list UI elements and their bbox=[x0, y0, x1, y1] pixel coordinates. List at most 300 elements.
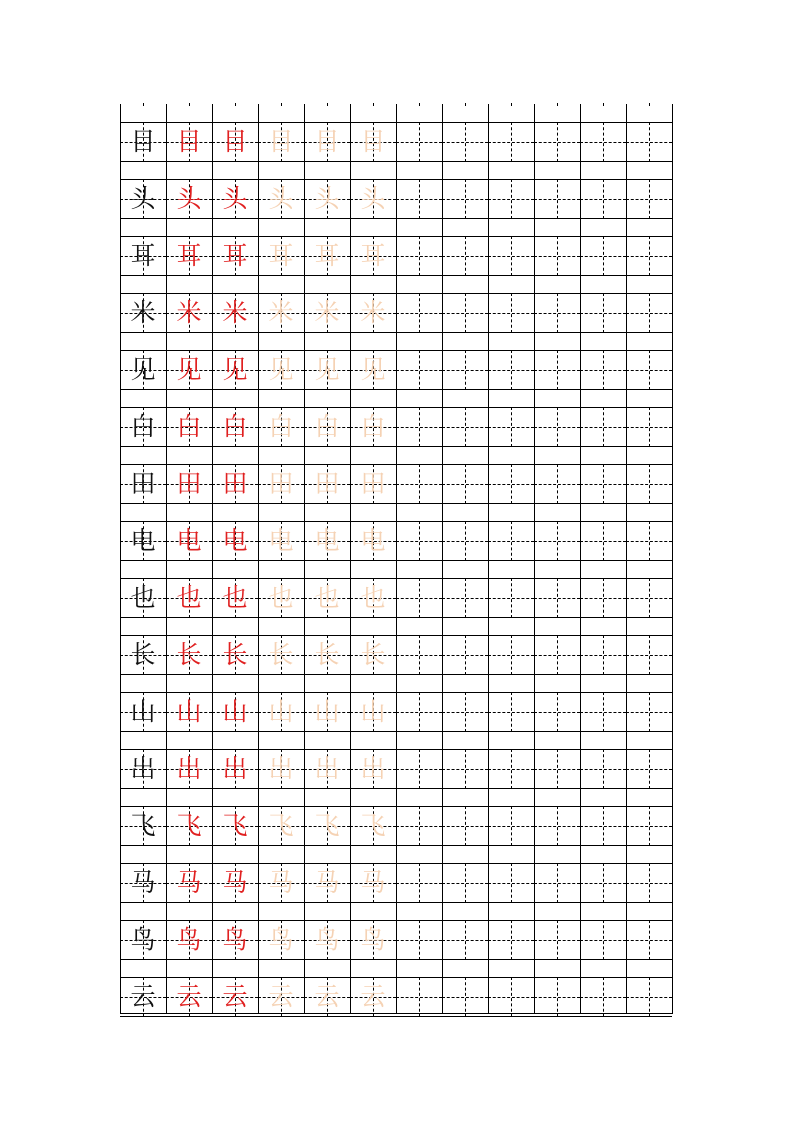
vertical-guide bbox=[649, 806, 650, 846]
model-cell bbox=[120, 635, 166, 675]
writing-cell[interactable] bbox=[396, 863, 442, 903]
trace-dark-cell bbox=[166, 236, 212, 276]
writing-cell[interactable] bbox=[396, 920, 442, 960]
trace-light-cell bbox=[258, 692, 304, 732]
light-trace-character: 鸟 bbox=[360, 925, 386, 954]
writing-cell[interactable] bbox=[442, 179, 488, 219]
writing-cell[interactable] bbox=[488, 464, 534, 504]
writing-cell[interactable] bbox=[396, 407, 442, 447]
vertical-guide bbox=[557, 863, 558, 903]
writing-cell[interactable] bbox=[488, 977, 534, 1017]
writing-cell[interactable] bbox=[626, 749, 672, 789]
vertical-guide bbox=[511, 464, 512, 504]
trace-light-cell bbox=[350, 635, 396, 675]
writing-cell[interactable] bbox=[626, 863, 672, 903]
trace-dark-cell bbox=[212, 635, 258, 675]
writing-cell[interactable] bbox=[442, 236, 488, 276]
vertical-guide bbox=[511, 692, 512, 732]
writing-cell[interactable] bbox=[580, 122, 626, 162]
trace-light-cell bbox=[304, 635, 350, 675]
light-trace-character: 头 bbox=[360, 184, 386, 213]
writing-cell[interactable] bbox=[580, 350, 626, 390]
light-trace-character: 飞 bbox=[314, 811, 340, 840]
vertical-guide bbox=[649, 521, 650, 561]
writing-cell[interactable] bbox=[396, 122, 442, 162]
light-trace-character: 长 bbox=[268, 640, 294, 669]
trace-dark-cell bbox=[166, 692, 212, 732]
writing-cell[interactable] bbox=[626, 407, 672, 447]
writing-cell[interactable] bbox=[580, 692, 626, 732]
model-cell bbox=[120, 350, 166, 390]
writing-cell[interactable] bbox=[534, 122, 580, 162]
vertical-guide bbox=[557, 692, 558, 732]
trace-dark-cell bbox=[212, 350, 258, 390]
trace-light-cell bbox=[258, 977, 304, 1017]
light-trace-character: 白 bbox=[314, 412, 340, 441]
writing-cell[interactable] bbox=[442, 464, 488, 504]
light-trace-character: 云 bbox=[314, 982, 340, 1011]
light-trace-character: 马 bbox=[360, 868, 386, 897]
trace-light-cell bbox=[258, 863, 304, 903]
vertical-guide bbox=[557, 236, 558, 276]
trace-dark-cell bbox=[212, 464, 258, 504]
light-trace-character: 白 bbox=[360, 412, 386, 441]
model-character: 米 bbox=[130, 298, 156, 327]
column-line bbox=[166, 104, 167, 1014]
writing-cell[interactable] bbox=[534, 521, 580, 561]
light-trace-character: 山 bbox=[360, 697, 386, 726]
writing-cell[interactable] bbox=[534, 350, 580, 390]
writing-cell[interactable] bbox=[580, 293, 626, 333]
light-trace-character: 米 bbox=[360, 298, 386, 327]
vertical-guide bbox=[603, 122, 604, 162]
light-trace-character: 耳 bbox=[360, 241, 386, 270]
guide-tick bbox=[281, 103, 282, 106]
vertical-guide bbox=[419, 407, 420, 447]
trace-dark-cell bbox=[212, 749, 258, 789]
writing-cell[interactable] bbox=[626, 464, 672, 504]
red-trace-character: 耳 bbox=[176, 241, 202, 270]
vertical-guide bbox=[603, 749, 604, 789]
red-trace-character: 飞 bbox=[176, 811, 202, 840]
light-trace-character: 米 bbox=[268, 298, 294, 327]
writing-cell[interactable] bbox=[396, 350, 442, 390]
trace-dark-cell bbox=[212, 806, 258, 846]
vertical-guide bbox=[603, 236, 604, 276]
vertical-guide bbox=[511, 179, 512, 219]
light-trace-character: 鸟 bbox=[268, 925, 294, 954]
vertical-guide bbox=[557, 920, 558, 960]
writing-cell[interactable] bbox=[534, 179, 580, 219]
writing-cell[interactable] bbox=[534, 977, 580, 1017]
light-trace-character: 头 bbox=[314, 184, 340, 213]
light-trace-character: 也 bbox=[314, 583, 340, 612]
trace-dark-cell bbox=[212, 122, 258, 162]
writing-cell[interactable] bbox=[580, 464, 626, 504]
writing-cell[interactable] bbox=[626, 920, 672, 960]
red-trace-character: 田 bbox=[176, 469, 202, 498]
model-character: 田 bbox=[130, 469, 156, 498]
writing-cell[interactable] bbox=[534, 692, 580, 732]
writing-cell[interactable] bbox=[396, 977, 442, 1017]
writing-cell[interactable] bbox=[488, 179, 534, 219]
vertical-guide bbox=[649, 578, 650, 618]
writing-cell[interactable] bbox=[580, 578, 626, 618]
red-trace-character: 耳 bbox=[222, 241, 248, 270]
red-trace-character: 出 bbox=[222, 754, 248, 783]
vertical-guide bbox=[419, 122, 420, 162]
vertical-guide bbox=[465, 692, 466, 732]
trace-light-cell bbox=[304, 920, 350, 960]
trace-light-cell bbox=[350, 122, 396, 162]
writing-cell[interactable] bbox=[396, 749, 442, 789]
writing-cell[interactable] bbox=[580, 806, 626, 846]
trace-light-cell bbox=[258, 236, 304, 276]
vertical-guide bbox=[649, 122, 650, 162]
writing-cell[interactable] bbox=[442, 920, 488, 960]
trace-dark-cell bbox=[212, 692, 258, 732]
writing-cell[interactable] bbox=[626, 635, 672, 675]
model-character: 目 bbox=[130, 127, 156, 156]
writing-cell[interactable] bbox=[580, 236, 626, 276]
vertical-guide bbox=[511, 920, 512, 960]
writing-cell[interactable] bbox=[488, 407, 534, 447]
writing-cell[interactable] bbox=[626, 578, 672, 618]
writing-cell[interactable] bbox=[626, 236, 672, 276]
trace-light-cell bbox=[258, 578, 304, 618]
writing-cell[interactable] bbox=[488, 749, 534, 789]
trace-light-cell bbox=[258, 350, 304, 390]
vertical-guide bbox=[465, 749, 466, 789]
writing-cell[interactable] bbox=[534, 635, 580, 675]
trace-dark-cell bbox=[166, 179, 212, 219]
trace-dark-cell bbox=[212, 407, 258, 447]
writing-cell[interactable] bbox=[580, 521, 626, 561]
red-trace-character: 鸟 bbox=[176, 925, 202, 954]
writing-cell[interactable] bbox=[442, 635, 488, 675]
writing-cell[interactable] bbox=[626, 350, 672, 390]
writing-cell[interactable] bbox=[626, 293, 672, 333]
writing-cell[interactable] bbox=[442, 692, 488, 732]
vertical-guide bbox=[511, 293, 512, 333]
vertical-guide bbox=[603, 464, 604, 504]
red-trace-character: 米 bbox=[222, 298, 248, 327]
light-trace-character: 头 bbox=[268, 184, 294, 213]
light-trace-character: 耳 bbox=[268, 241, 294, 270]
vertical-guide bbox=[649, 920, 650, 960]
writing-cell[interactable] bbox=[442, 350, 488, 390]
writing-cell[interactable] bbox=[488, 122, 534, 162]
model-character: 头 bbox=[130, 184, 156, 213]
red-trace-character: 田 bbox=[222, 469, 248, 498]
writing-cell[interactable] bbox=[442, 806, 488, 846]
red-trace-character: 电 bbox=[176, 526, 202, 555]
trace-dark-cell bbox=[166, 863, 212, 903]
writing-cell[interactable] bbox=[396, 464, 442, 504]
guide-tick bbox=[603, 103, 604, 106]
model-cell bbox=[120, 749, 166, 789]
vertical-guide bbox=[603, 692, 604, 732]
writing-cell[interactable] bbox=[396, 293, 442, 333]
light-trace-character: 山 bbox=[268, 697, 294, 726]
trace-light-cell bbox=[258, 806, 304, 846]
writing-cell[interactable] bbox=[488, 521, 534, 561]
vertical-guide bbox=[465, 122, 466, 162]
vertical-guide bbox=[603, 521, 604, 561]
trace-dark-cell bbox=[166, 521, 212, 561]
vertical-guide bbox=[557, 464, 558, 504]
column-line bbox=[626, 104, 627, 1014]
guide-tick bbox=[511, 103, 512, 106]
vertical-guide bbox=[603, 407, 604, 447]
vertical-guide bbox=[465, 236, 466, 276]
writing-cell[interactable] bbox=[396, 179, 442, 219]
writing-cell[interactable] bbox=[488, 920, 534, 960]
model-cell bbox=[120, 236, 166, 276]
writing-cell[interactable] bbox=[396, 521, 442, 561]
vertical-guide bbox=[557, 521, 558, 561]
writing-cell[interactable] bbox=[626, 521, 672, 561]
model-cell bbox=[120, 863, 166, 903]
vertical-guide bbox=[649, 350, 650, 390]
vertical-guide bbox=[603, 179, 604, 219]
light-trace-character: 见 bbox=[314, 355, 340, 384]
trace-light-cell bbox=[304, 863, 350, 903]
vertical-guide bbox=[649, 464, 650, 504]
trace-light-cell bbox=[304, 749, 350, 789]
vertical-guide bbox=[649, 236, 650, 276]
writing-cell[interactable] bbox=[580, 749, 626, 789]
vertical-guide bbox=[419, 692, 420, 732]
vertical-guide bbox=[603, 293, 604, 333]
red-trace-character: 目 bbox=[176, 127, 202, 156]
light-trace-character: 见 bbox=[268, 355, 294, 384]
trace-dark-cell bbox=[212, 179, 258, 219]
sheet-bottom-border bbox=[120, 1013, 672, 1014]
model-cell bbox=[120, 578, 166, 618]
writing-cell[interactable] bbox=[488, 350, 534, 390]
writing-cell[interactable] bbox=[626, 806, 672, 846]
writing-cell[interactable] bbox=[396, 635, 442, 675]
trace-light-cell bbox=[304, 464, 350, 504]
model-character: 山 bbox=[130, 697, 156, 726]
vertical-guide bbox=[557, 122, 558, 162]
model-character: 马 bbox=[130, 868, 156, 897]
vertical-guide bbox=[465, 521, 466, 561]
writing-cell[interactable] bbox=[442, 122, 488, 162]
vertical-guide bbox=[603, 977, 604, 1017]
writing-cell[interactable] bbox=[580, 863, 626, 903]
trace-dark-cell bbox=[166, 977, 212, 1017]
writing-cell[interactable] bbox=[442, 977, 488, 1017]
vertical-guide bbox=[511, 122, 512, 162]
writing-cell[interactable] bbox=[534, 293, 580, 333]
writing-cell[interactable] bbox=[534, 407, 580, 447]
trace-light-cell bbox=[258, 749, 304, 789]
vertical-guide bbox=[603, 578, 604, 618]
red-trace-character: 鸟 bbox=[222, 925, 248, 954]
writing-cell[interactable] bbox=[534, 464, 580, 504]
writing-cell[interactable] bbox=[580, 179, 626, 219]
writing-cell[interactable] bbox=[442, 407, 488, 447]
guide-tick bbox=[143, 103, 144, 106]
vertical-guide bbox=[419, 977, 420, 1017]
guide-tick bbox=[373, 103, 374, 106]
writing-cell[interactable] bbox=[626, 692, 672, 732]
writing-cell[interactable] bbox=[442, 293, 488, 333]
vertical-guide bbox=[557, 293, 558, 333]
model-character: 白 bbox=[130, 412, 156, 441]
light-trace-character: 长 bbox=[314, 640, 340, 669]
model-character: 耳 bbox=[130, 241, 156, 270]
vertical-guide bbox=[511, 236, 512, 276]
writing-cell[interactable] bbox=[488, 236, 534, 276]
trace-light-cell bbox=[258, 122, 304, 162]
guide-tick bbox=[419, 103, 420, 106]
trace-light-cell bbox=[304, 350, 350, 390]
light-trace-character: 马 bbox=[268, 868, 294, 897]
writing-cell[interactable] bbox=[488, 635, 534, 675]
trace-light-cell bbox=[304, 122, 350, 162]
trace-light-cell bbox=[350, 806, 396, 846]
light-trace-character: 云 bbox=[360, 982, 386, 1011]
trace-dark-cell bbox=[212, 977, 258, 1017]
vertical-guide bbox=[649, 293, 650, 333]
vertical-guide bbox=[557, 578, 558, 618]
red-trace-character: 头 bbox=[222, 184, 248, 213]
trace-dark-cell bbox=[166, 407, 212, 447]
writing-cell[interactable] bbox=[626, 179, 672, 219]
trace-dark-cell bbox=[166, 293, 212, 333]
trace-dark-cell bbox=[212, 920, 258, 960]
vertical-guide bbox=[557, 977, 558, 1017]
vertical-guide bbox=[465, 578, 466, 618]
vertical-guide bbox=[419, 806, 420, 846]
vertical-guide bbox=[649, 863, 650, 903]
red-trace-character: 电 bbox=[222, 526, 248, 555]
red-trace-character: 马 bbox=[176, 868, 202, 897]
trace-light-cell bbox=[350, 920, 396, 960]
trace-light-cell bbox=[258, 407, 304, 447]
writing-cell[interactable] bbox=[534, 236, 580, 276]
red-trace-character: 见 bbox=[222, 355, 248, 384]
trace-light-cell bbox=[350, 236, 396, 276]
writing-cell[interactable] bbox=[488, 863, 534, 903]
trace-light-cell bbox=[304, 407, 350, 447]
trace-light-cell bbox=[304, 293, 350, 333]
guide-tick bbox=[557, 103, 558, 106]
column-line bbox=[258, 104, 259, 1014]
writing-cell[interactable] bbox=[580, 407, 626, 447]
trace-dark-cell bbox=[166, 464, 212, 504]
writing-cell[interactable] bbox=[580, 977, 626, 1017]
writing-cell[interactable] bbox=[488, 578, 534, 618]
trace-light-cell bbox=[350, 179, 396, 219]
red-trace-character: 头 bbox=[176, 184, 202, 213]
trace-light-cell bbox=[350, 749, 396, 789]
vertical-guide bbox=[557, 407, 558, 447]
vertical-guide bbox=[511, 635, 512, 675]
column-line bbox=[442, 104, 443, 1014]
vertical-guide bbox=[649, 635, 650, 675]
trace-dark-cell bbox=[212, 236, 258, 276]
writing-cell[interactable] bbox=[396, 692, 442, 732]
light-trace-character: 见 bbox=[360, 355, 386, 384]
model-character: 飞 bbox=[130, 811, 156, 840]
writing-cell[interactable] bbox=[534, 920, 580, 960]
writing-cell[interactable] bbox=[534, 806, 580, 846]
light-trace-character: 也 bbox=[360, 583, 386, 612]
column-line bbox=[304, 104, 305, 1014]
vertical-guide bbox=[511, 749, 512, 789]
writing-cell[interactable] bbox=[580, 920, 626, 960]
guide-tick bbox=[649, 103, 650, 106]
writing-cell[interactable] bbox=[396, 806, 442, 846]
trace-dark-cell bbox=[212, 578, 258, 618]
column-line bbox=[488, 104, 489, 1014]
writing-cell[interactable] bbox=[534, 863, 580, 903]
red-trace-character: 云 bbox=[176, 982, 202, 1011]
vertical-guide bbox=[603, 920, 604, 960]
model-cell bbox=[120, 692, 166, 732]
writing-cell[interactable] bbox=[626, 977, 672, 1017]
trace-light-cell bbox=[350, 977, 396, 1017]
writing-cell[interactable] bbox=[488, 806, 534, 846]
vertical-guide bbox=[603, 806, 604, 846]
writing-cell[interactable] bbox=[534, 749, 580, 789]
trace-light-cell bbox=[258, 293, 304, 333]
vertical-guide bbox=[603, 863, 604, 903]
vertical-guide bbox=[557, 749, 558, 789]
model-character: 电 bbox=[130, 526, 156, 555]
writing-cell[interactable] bbox=[488, 293, 534, 333]
light-trace-character: 米 bbox=[314, 298, 340, 327]
writing-cell[interactable] bbox=[442, 578, 488, 618]
trace-light-cell bbox=[350, 407, 396, 447]
model-cell bbox=[120, 977, 166, 1017]
model-cell bbox=[120, 464, 166, 504]
light-trace-character: 目 bbox=[360, 127, 386, 156]
vertical-guide bbox=[465, 863, 466, 903]
guide-tick bbox=[465, 103, 466, 106]
trace-light-cell bbox=[304, 806, 350, 846]
model-cell bbox=[120, 293, 166, 333]
guide-tick bbox=[189, 103, 190, 106]
writing-cell[interactable] bbox=[396, 236, 442, 276]
vertical-guide bbox=[557, 635, 558, 675]
vertical-guide bbox=[557, 350, 558, 390]
trace-dark-cell bbox=[166, 749, 212, 789]
writing-cell[interactable] bbox=[580, 635, 626, 675]
model-cell bbox=[120, 407, 166, 447]
light-trace-character: 出 bbox=[268, 754, 294, 783]
vertical-guide bbox=[511, 806, 512, 846]
column-line bbox=[580, 104, 581, 1014]
model-cell bbox=[120, 521, 166, 561]
writing-cell[interactable] bbox=[442, 521, 488, 561]
red-trace-character: 见 bbox=[176, 355, 202, 384]
writing-cell[interactable] bbox=[626, 122, 672, 162]
red-trace-character: 也 bbox=[176, 583, 202, 612]
writing-cell[interactable] bbox=[534, 578, 580, 618]
writing-cell[interactable] bbox=[442, 749, 488, 789]
writing-cell[interactable] bbox=[442, 863, 488, 903]
writing-cell[interactable] bbox=[488, 692, 534, 732]
light-trace-character: 田 bbox=[314, 469, 340, 498]
light-trace-character: 电 bbox=[314, 526, 340, 555]
light-trace-character: 云 bbox=[268, 982, 294, 1011]
writing-cell[interactable] bbox=[396, 578, 442, 618]
